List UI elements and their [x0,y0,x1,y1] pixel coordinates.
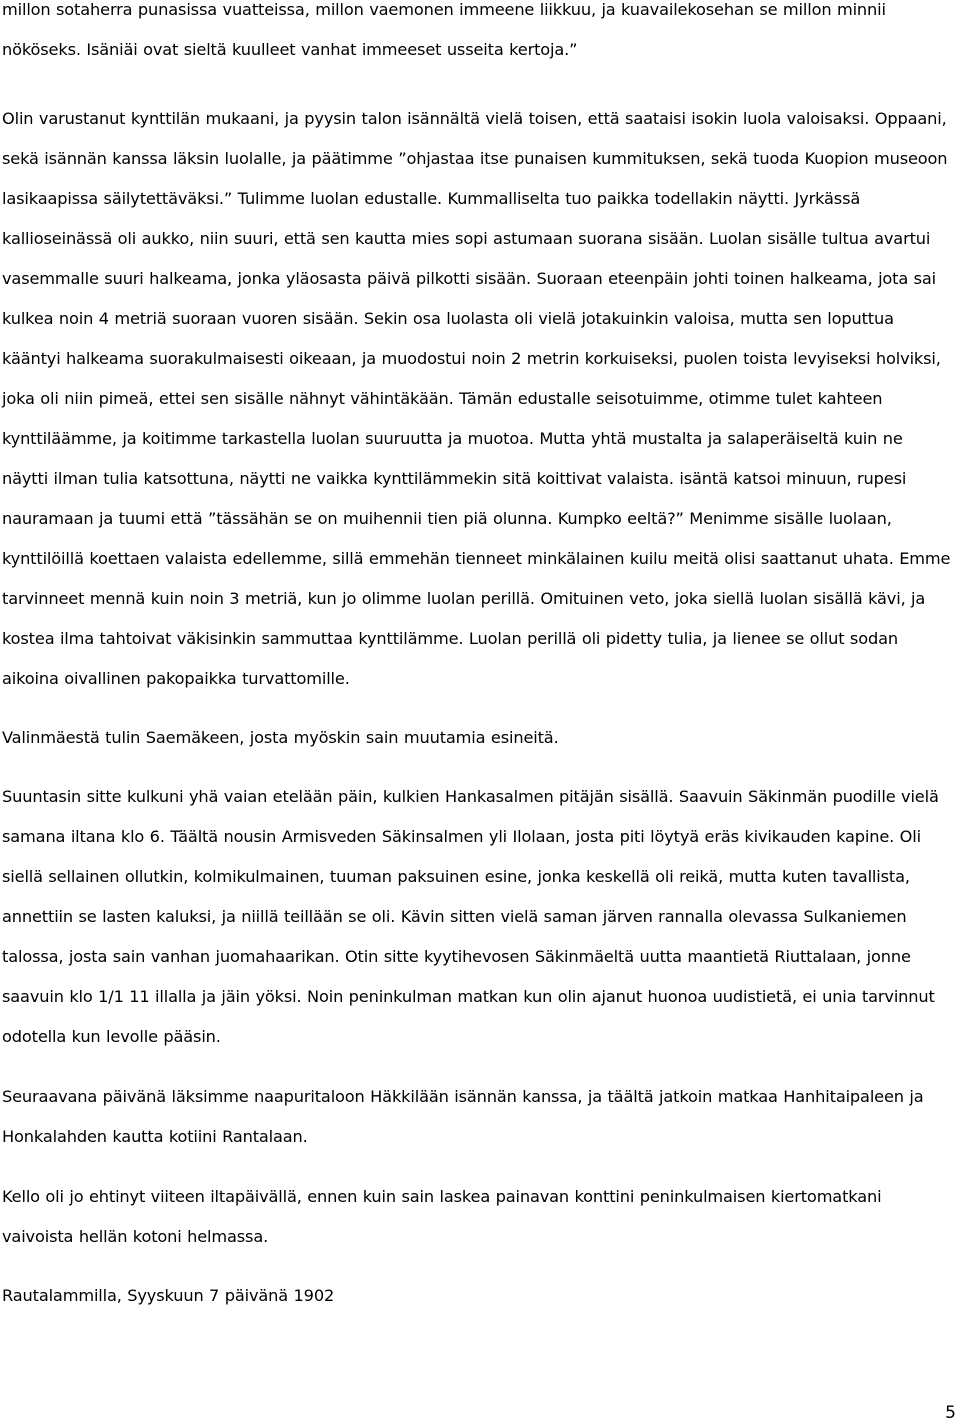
paragraph-next-day: Seuraavana päivänä läksimme naapuritaloon Häkkilään isännän kanssa, ja täältä jatkoin matkaa Hanhitaipaleen ja Honkalahden kautta kotiini Rantalaan. [2,1087,924,1146]
paragraph-continuation: millon sotaherra punasissa vuatteissa, millon vaemonen immeene liikkuu, ja kuavailekosehan se millon minnii nököseks. Isäniäi ovat sieltä kuulleet vanhat immeeset usseita kertoja.” [2,0,886,59]
paragraph-arrival-home: Kello oli jo ehtinyt viiteen iltapäivällä, ennen kuin sain laskea painavan konttini peninkulmaisen kiertomatkani vaivoista hellän kotoni helmassa. [2,1187,882,1246]
document-body [2,0,954,1316]
paragraph-cave-exploration: Olin varustanut kynttilän mukaani, ja pyysin talon isännältä vielä toisen, että saataisi isokin luola valoisaksi. Oppaani, sekä isännän kanssa läksin luolalle, ja päätimme ”ohjastaa itse punaisen kummituksen, sekä tuoda Kuopion museoon lasikaapissa säilytettäväksi.” Tulimme luolan edustalle. Kummalliselta tuo paikka todellakin näytti. Jyrkässä kallioseinässä oli aukko, niin suuri, että sen kautta mies sopi astumaan suorana sisään. Luolan sisälle tultua avartui vasemmalle suuri halkeama, jonka yläosasta päivä pilkotti sisään. Suoraan eteenpäin johti toinen halkeama, jota sai kulkea noin 4 metriä suoraan vuoren sisään. Sekin osa luolasta oli vielä jotakuinkin valoisa, mutta sen loputtua kääntyi halkeama suorakulmaisesti oikeaan, ja muodostui noin 2 metrin korkuiseksi, puolen toista levyiseksi holviksi, joka oli niin pimeä, ettei sen sisälle nähnyt vähintäkään. Tämän edustalle seisotuimme, otimme tulet kahteen kynttiläämme, ja koitimme tarkastella luolan suuruutta ja muotoa. Mutta yhtä mustalta ja salaperäiseltä kuin ne näytti ilman tulia katsottuna, näytti ne vaikka kynttilämmekin sitä koittivat valaista. isäntä katsoi minuun, rupesi nauramaan ja tuumi että ”tässähän se on muihennii tien piä olunna. Kumpko eeltä?” Menimme sisälle luolaan, kynttilöillä koettaen valaista edellemme, sillä emmehän tienneet minkälainen kuilu meitä olisi saattanut uhata. Emme tarvinneet mennä kuin noin 3 metriä, kun jo olimme luolan perillä. Omituinen veto, joka siellä luolan sisällä kävi, ja kostea ilma tahtoivat väkisinkin sammuttaa kynttilämme. Luolan perillä oli pidetty tulia, ja lienee se ollut sodan aikoina oivallinen pakopaikka turvattomille. [2,109,951,688]
dateline: Rautalammilla, Syyskuun 7 päivänä 1902 [2,1286,335,1305]
paragraph-journey-south: Suuntasin sitte kulkuni yhä vaian etelään päin, kulkien Hankasalmen pitäjän sisällä. Saavuin Säkinmän puodille vielä samana iltana klo 6. Täältä nousin Armisveden Säkinsalmen yli Ilolaan, josta piti löytyä eräs kivikauden kapine. Oli siellä sellainen ollutkin, kolmikulmainen, tuuman paksuinen esine, jonka keskellä oli reikä, mutta kuten tavallista, annettiin se lasten kaluksi, ja niillä teillään se oli. Kävin sitten vielä saman järven rannalla olevassa Sulkaniemen talossa, josta sain vanhan juomahaarikan. Otin sitte kyytihevosen Säkinmäeltä uutta maantietä Riuttalaan, jonne saavuin klo 1/1 11 illalla ja jäin yöksi. Noin peninkulman matkan kun olin ajanut huonoa uudistietä, ei unia tarvinnut odotella kun levolle pääsin. [2,787,939,1046]
page-number: 5 [945,1403,956,1423]
paragraph-saemaki: Valinmäestä tulin Saemäkeen, josta myöskin sain muutamia esineitä. [2,728,559,747]
